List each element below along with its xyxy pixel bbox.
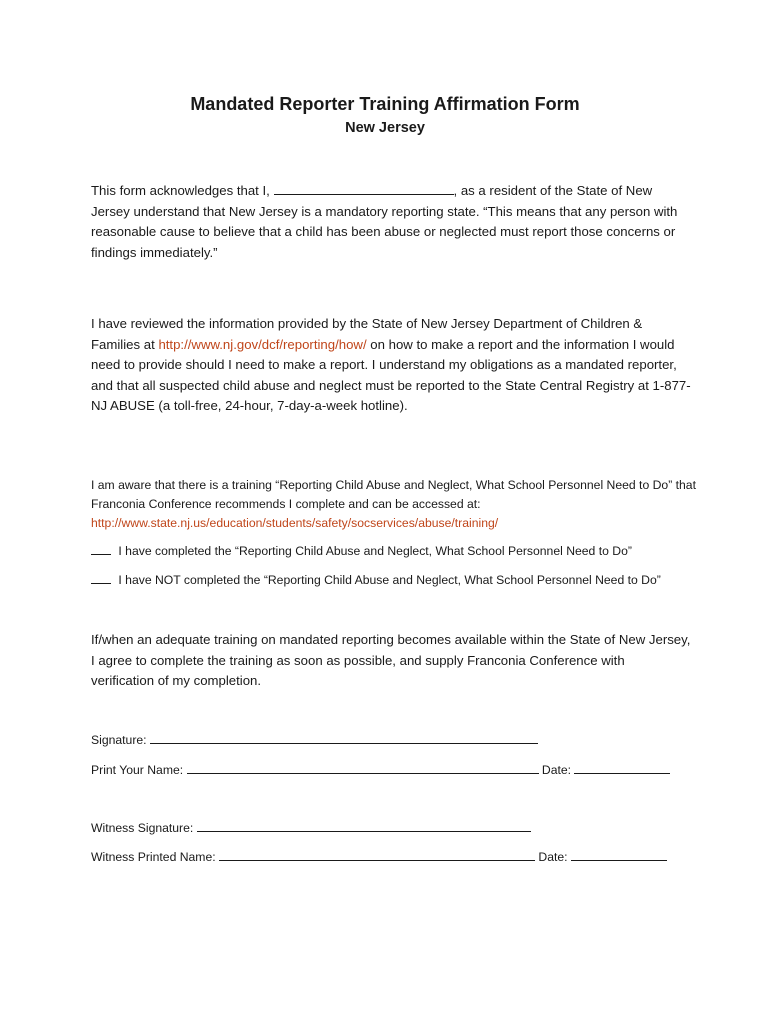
witness-name-label: Witness Printed Name: bbox=[91, 850, 216, 864]
training-paragraph bbox=[91, 476, 711, 533]
completed-check-label: I have completed the “Reporting Child Abuse and Neglect, What School Personnel Need to Do” bbox=[118, 544, 632, 558]
acknowledgement-suffix: , as a resident of the State of New Jersey understand that New Jersey is a mandatory reporting state. “This means that any person with reasonable cause to believe that a child has been abuse or neglected must report those concerns or findings immediately.” bbox=[91, 183, 678, 260]
print-name-field[interactable] bbox=[187, 760, 539, 774]
witness-signature-label: Witness Signature: bbox=[91, 821, 194, 835]
name-blank-field[interactable] bbox=[274, 181, 454, 195]
witness-name-field[interactable] bbox=[219, 847, 535, 861]
witness-date-label: Date: bbox=[538, 850, 568, 864]
review-suffix: on how to make a report and the information I would need to provide should I need to make a report. I understand my obligations as a mandated reporter, and that all suspected child abuse and neglect must be reported to the State Central Registry at 1-877-NJ ABUSE (a toll-free, 24-hour, 7-day-a-week hotline). bbox=[91, 336, 691, 413]
witness-date-field[interactable] bbox=[571, 847, 667, 861]
training-text: I am aware that there is a training “Reporting Child Abuse and Neglect, What School Personnel Need to Do” that Franconia Conference recommends I complete and can be accessed at: bbox=[91, 478, 696, 511]
training-link[interactable]: http://www.state.nj.us/education/students/safety/socservices/abuse/training/ bbox=[91, 516, 499, 530]
completed-checkbox-blank[interactable] bbox=[91, 542, 111, 555]
review-paragraph bbox=[91, 314, 691, 417]
dcf-reporting-link[interactable]: http://www.nj.gov/dcf/reporting/how/ bbox=[158, 336, 367, 352]
print-name-line bbox=[91, 760, 670, 780]
acknowledgement-paragraph bbox=[91, 181, 691, 263]
signature-field[interactable] bbox=[150, 730, 538, 744]
witness-signature-line bbox=[91, 818, 531, 838]
date-field[interactable] bbox=[574, 760, 670, 774]
page-title: Mandated Reporter Training Affirmation Form bbox=[190, 94, 580, 114]
future-training-paragraph: If/when an adequate training on mandated reporting becomes available within the State of New Jersey, I agree to complete the training as soon as possible, and supply Franconia Conference with verification of my completion. bbox=[91, 632, 691, 688]
review-prefix: I have reviewed the information provided by the State of New Jersey Department of Children & Families at bbox=[91, 316, 643, 352]
print-name-label: Print Your Name: bbox=[91, 763, 184, 777]
completed-check-line bbox=[91, 542, 632, 561]
signature-label: Signature: bbox=[91, 733, 147, 747]
date-label: Date: bbox=[541, 763, 572, 777]
witness-name-line bbox=[91, 847, 667, 867]
page-subtitle: New Jersey bbox=[345, 120, 425, 136]
witness-signature-field[interactable] bbox=[197, 818, 531, 832]
not-completed-check-line bbox=[91, 571, 661, 590]
not-completed-checkbox-blank[interactable] bbox=[91, 571, 111, 584]
acknowledgement-prefix: This form acknowledges that I, bbox=[91, 183, 270, 198]
signature-line bbox=[91, 730, 538, 750]
not-completed-check-label: I have NOT completed the “Reporting Child Abuse and Neglect, What School Personnel Need to Do” bbox=[118, 573, 661, 587]
